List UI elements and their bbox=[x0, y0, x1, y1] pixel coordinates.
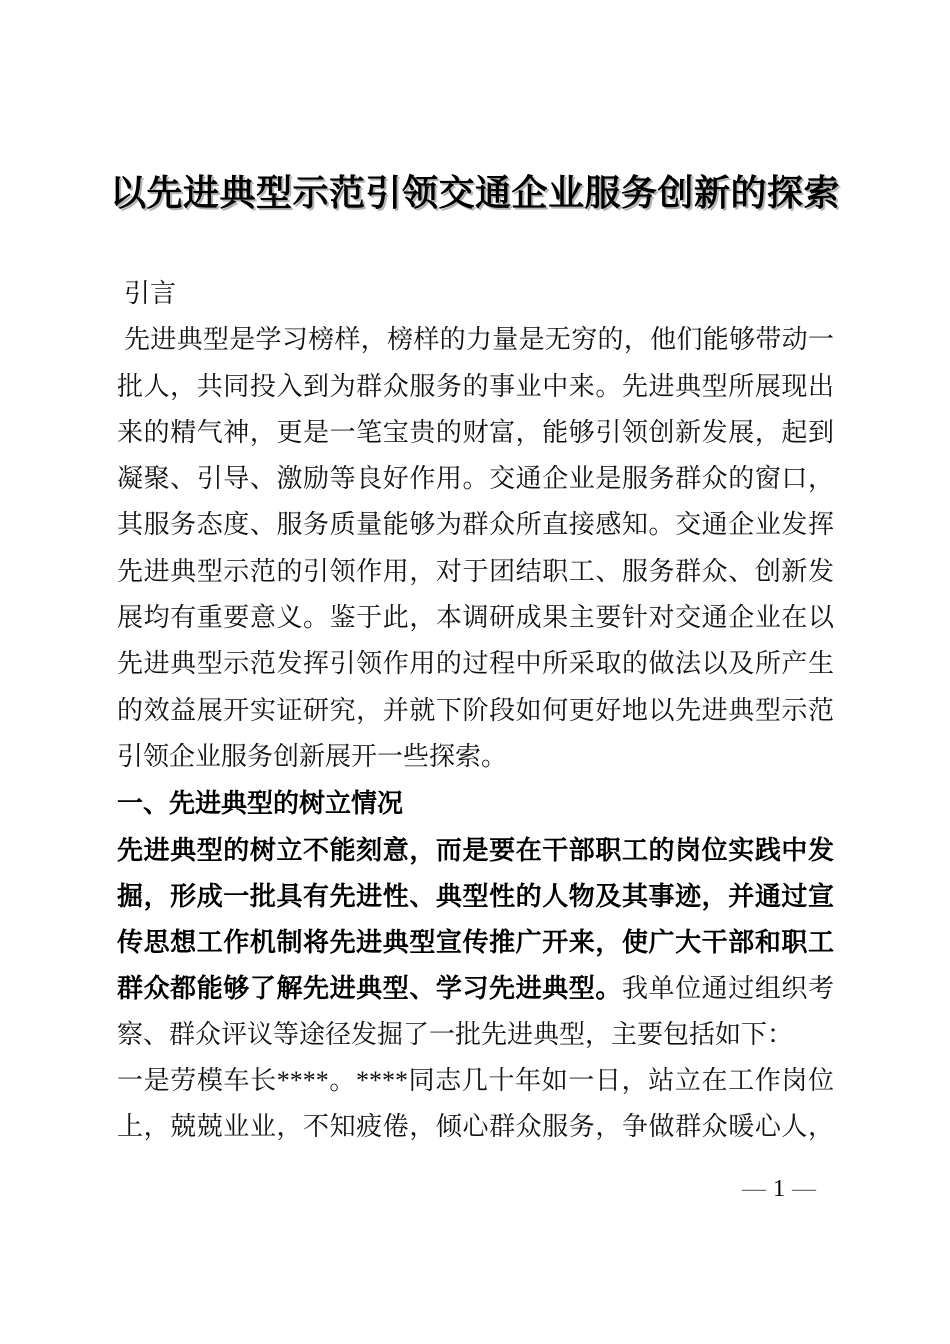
text-segment: 展均有重要意义。鉴于此，本调研成果主要针对交通企业在以 bbox=[117, 603, 834, 633]
intro-line-1 bbox=[117, 317, 834, 363]
text-segment: 的效益展开实证研究，并就下阶段如何更好地以先进典型示范 bbox=[117, 695, 834, 725]
bold-text-segment: 传思想工作机制将先进典型宣传推广开来，使广大干部和职工 bbox=[117, 927, 834, 958]
text-segment: 引领企业服务创新展开一些探索。 bbox=[117, 741, 508, 771]
page-number-value: 1 bbox=[773, 1176, 785, 1202]
document-body bbox=[117, 271, 834, 1151]
text-segment: 来的精气神，更是一笔宝贵的财富，能够引领创新发展，起到 bbox=[117, 417, 834, 447]
text-segment: 上，兢兢业业，不知疲倦，倾心群众服务，争做群众暖心人， bbox=[117, 1112, 834, 1142]
intro-line-3 bbox=[117, 410, 834, 456]
section-1-line-5 bbox=[117, 1012, 834, 1058]
text-segment: 批人，共同投入到为群众服务的事业中来。先进典型所展现出 bbox=[117, 371, 834, 401]
intro-line-4 bbox=[117, 456, 834, 502]
intro-line-7 bbox=[117, 595, 834, 641]
bold-text-segment: 掘，形成一批具有先进性、典型性的人物及其事迹，并通过宣 bbox=[117, 880, 834, 911]
section-1-line-6 bbox=[117, 1058, 834, 1104]
intro-line-6 bbox=[117, 549, 834, 595]
intro-label bbox=[117, 271, 834, 317]
text-segment: 先进典型示范发挥引领作用的过程中所采取的做法以及所产生 bbox=[117, 649, 834, 679]
intro-line-9 bbox=[117, 688, 834, 734]
document-title: 以先进典型示范引领交通企业服务创新的探索 bbox=[109, 173, 840, 213]
section-1-line-4 bbox=[117, 965, 834, 1011]
bold-text-segment: 群众都能够了解先进典型、学习先进典型。 bbox=[117, 973, 622, 1004]
section-1-line-2 bbox=[117, 873, 834, 919]
text-segment: 先进典型是学习榜样，榜样的力量是无穷的，他们能够带动一 bbox=[124, 325, 834, 355]
intro-line-5 bbox=[117, 502, 834, 548]
text-segment: 察、群众评议等途径发掘了一批先进典型，主要包括如下： bbox=[117, 1019, 794, 1049]
page-number-dash-right: — bbox=[792, 1176, 816, 1202]
page-number-dash-left: — bbox=[742, 1176, 766, 1202]
text-segment: 先进典型示范的引领作用，对于团结职工、服务群众、创新发 bbox=[117, 556, 834, 586]
page-number bbox=[742, 1174, 816, 1204]
intro-line-2 bbox=[117, 364, 834, 410]
text-segment: 凝聚、引导、激励等良好作用。交通企业是服务群众的窗口， bbox=[117, 464, 834, 494]
text-segment: 其服务态度、服务质量能够为群众所直接感知。交通企业发挥 bbox=[117, 510, 834, 540]
intro-line-10 bbox=[117, 734, 834, 780]
section-1-line-3 bbox=[117, 919, 834, 965]
section-1-heading bbox=[117, 780, 834, 826]
text-segment: 引言 bbox=[124, 279, 177, 308]
text-segment: 一是劳模车长****。****同志几十年如一日，站立在工作岗位 bbox=[117, 1066, 834, 1096]
section-1-line-1 bbox=[117, 827, 834, 873]
text-segment: 我单位通过组织考 bbox=[621, 974, 834, 1004]
bold-text-segment: 一、先进典型的树立情况 bbox=[117, 788, 404, 819]
section-1-line-7 bbox=[117, 1104, 834, 1150]
intro-line-8 bbox=[117, 641, 834, 687]
bold-text-segment: 先进典型的树立不能刻意，而是要在干部职工的岗位实践中发 bbox=[117, 834, 834, 865]
